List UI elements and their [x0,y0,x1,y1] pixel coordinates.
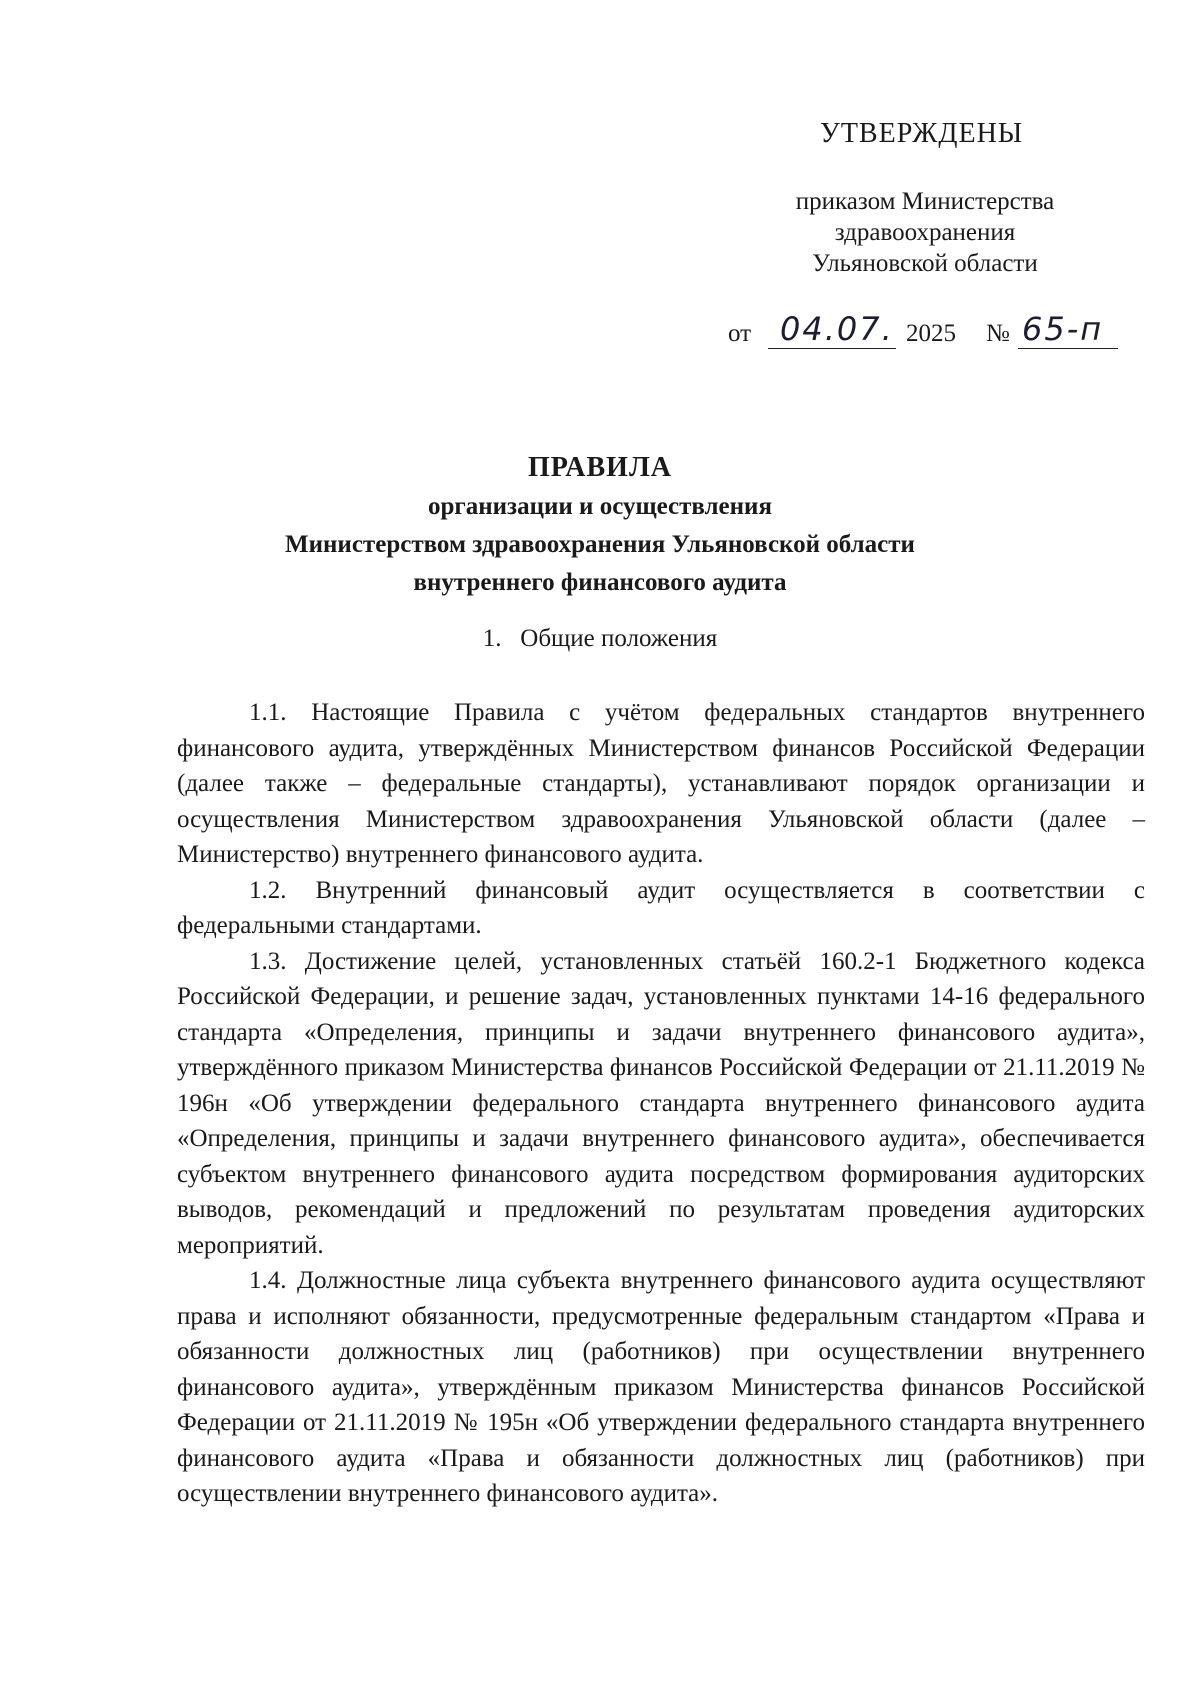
number-underline [1018,348,1118,349]
handwritten-number: 65-п [1022,310,1104,348]
document-body [177,695,1145,1512]
document-title [0,448,1200,602]
date-year: 2025 [906,320,956,347]
title-line-1: организации и осуществления [427,493,772,520]
paragraph-1-1: 1.1. Настоящие Правила с учётом федеральных стандартов внутреннего финансового аудита, утверждённых Министерством финансов Российской Федерации (далее также – федеральные стандарты), устанавливают порядок организации и осуществления Министерством здравоохранения Ульяновской области (далее – Министерство) внутреннего финансового аудита. [177,699,1145,868]
date-prefix: от [728,320,752,347]
date-underline [768,348,896,349]
title-line-3: внутреннего финансового аудита [413,569,787,596]
paragraph-1-2: 1.2. Внутренний финансовый аудит осуществляется в соответствии с федеральными стандартами. [177,876,1145,939]
number-sign: № [986,320,1010,347]
handwritten-date: 04.07. [780,310,894,348]
approval-date-line [728,310,1148,350]
paragraph-1-4: 1.4. Должностные лица субъекта внутреннего финансового аудита осуществляют права и исполняют обязанности, предусмотренные федеральным стандартом «Права и обязанности должностных лиц (работников) при осуществлении внутреннего финансового аудита», утверждённым приказом Министерства финансов Российской Федерации от 21.11.2019 № 195н «Об утверждении федерального стандарта внутреннего финансового аудита «Права и обязанности должностных лиц (работников) при осуществлении внутреннего финансового аудита». [177,1267,1145,1507]
approval-line-3: Ульяновской области [812,250,1038,277]
paragraph-1-3: 1.3. Достижение целей, установленных статьёй 160.2-1 Бюджетного кодекса Российской Федерации, и решение задач, установленных пунктами 14-16 федерального стандарта «Определения, принципы и задачи внутреннего финансового аудита», утверждённого приказом Министерства финансов Российской Федерации от 21.11.2019 № 196н «Об утверждении федерального стандарта внутреннего финансового аудита «Определения, принципы и задачи внутреннего финансового аудита», обеспечивается субъектом внутреннего финансового аудита посредством формирования аудиторских выводов, рекомендаций и предложений по результатам проведения аудиторских мероприятий. [177,947,1145,1259]
title-line-2: Министерством здравоохранения Ульяновской области [285,531,915,558]
approval-line-1: приказом Министерства [795,188,1055,215]
section-heading: 1. Общие положения [482,625,718,652]
approval-line-2: здравоохранения [834,219,1016,246]
title-main: ПРАВИЛА [527,452,673,483]
approval-heading: УТВЕРЖДЕНЫ [820,118,1024,149]
approval-order-block [760,186,1090,279]
